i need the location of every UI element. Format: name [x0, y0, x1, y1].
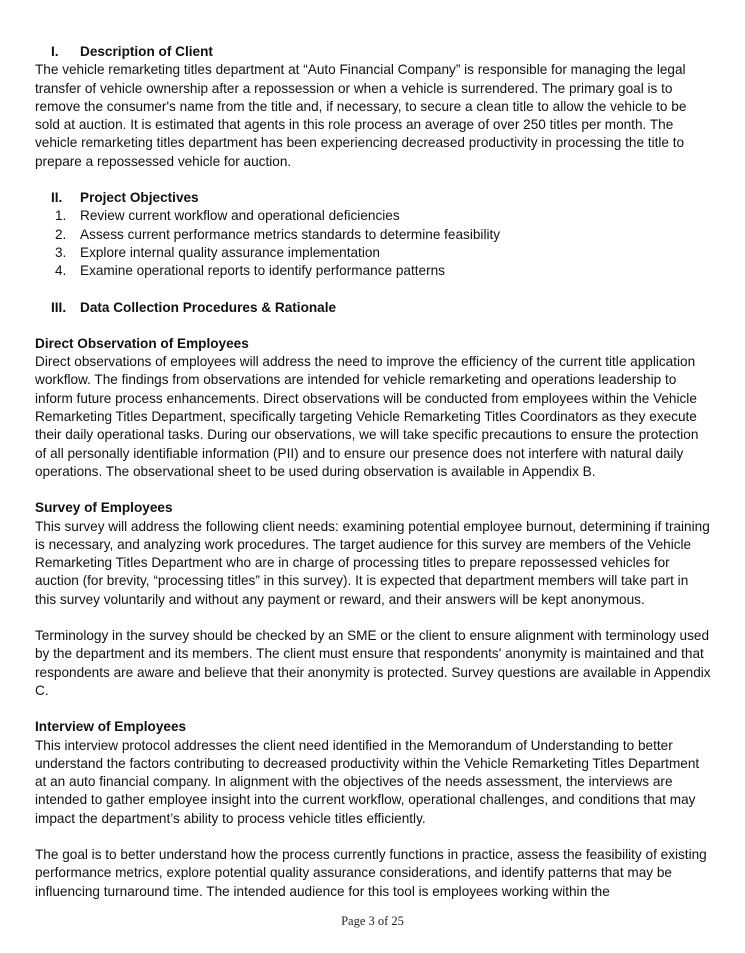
section-heading-project-objectives — [35, 189, 713, 207]
list-item — [35, 207, 713, 225]
section-number: I. — [51, 44, 59, 59]
list-item-text: Review current workflow and operational deficiencies — [80, 208, 400, 224]
section-title: Data Collection Procedures & Rationale — [80, 299, 337, 315]
section-heading-data-collection — [35, 299, 713, 317]
interview-heading: Interview of Employees — [35, 719, 187, 735]
objectives-list — [35, 207, 713, 280]
survey-paragraph-2: Terminology in the survey should be checked by an SME or the client to ensure alignment with terminology used by the department and its members. The client must ensure that respondents' anonymity is maintained and that respondents are aware and believe that their anonymity is protected. Survey questions are available in Appendix C. — [35, 628, 711, 698]
list-item-number: 3. — [55, 244, 67, 260]
list-item-text: Explore internal quality assurance implementation — [80, 244, 380, 260]
interview-paragraph-1: This interview protocol addresses the client need identified in the Memorandum of Understanding to better understand the factors contributing to decreased productivity within the Vehicle Remarketing Titles Department at an auto financial company. In alignment with the objectives of the needs assessment, the interviews are intended to gather employee insight into the current workflow, operational challenges, and conditions that may impact the department’s ability to process vehicle titles efficiently. — [35, 737, 700, 826]
section-number: II. — [51, 190, 63, 206]
section-number: III. — [51, 299, 67, 315]
survey-paragraph-1: This survey will address the following client needs: examining potential employee burnout, determining if training is necessary, and analyzing work procedures. The target audience for this survey are members of the Vehicle Remarketing Titles Department who are in charge of processing titles to prepare repossessed vehicles for auction (for brevity, “processing titles” in this survey). It is expected that department members will take part in this survey voluntarily and without any payment or reward, and their answers will be kept anonymous. — [35, 518, 710, 607]
list-item-text: Examine operational reports to identify performance patterns — [80, 263, 445, 279]
list-item — [35, 226, 713, 244]
observation-heading: Direct Observation of Employees — [35, 335, 249, 351]
observation-paragraph: Direct observations of employees will address the need to improve the efficiency of the current title application workflow. The findings from observations are intended for vehicle remarketing and operations leadership to inform future process enhancements. Direct observations will be conducted from employees within the Vehicle Remarketing Titles Department, specifically targeting Vehicle Remarketing Titles Coordinators as they execute their daily operational tasks. During our observations, we will take specific precautions to ensure the protection of all personally identifiable information (PII) and to ensure our presence does not interfere with natural daily operations. The observational sheet to be used during observation is available in Appendix B. — [35, 354, 699, 479]
list-item-number: 2. — [55, 226, 67, 242]
page-number-footer: Page 3 of 25 — [341, 914, 404, 928]
survey-heading: Survey of Employees — [35, 500, 173, 516]
list-item — [35, 262, 713, 280]
list-item-number: 4. — [55, 263, 67, 279]
section-heading-description-of-client — [35, 43, 713, 61]
list-item-text: Assess current performance metrics standards to determine feasibility — [80, 226, 501, 242]
section-title: Project Objectives — [80, 190, 199, 206]
interview-paragraph-2: The goal is to better understand how the process currently functions in practice, assess the feasibility of existing performance metrics, explore potential quality assurance considerations, and identify patterns that may be influencing turnaround time. The intended audience for this tool is employees working within the — [35, 846, 707, 899]
page-content — [35, 43, 713, 901]
section-title: Description of Client — [80, 44, 213, 59]
list-item-number: 1. — [55, 208, 67, 224]
list-item — [35, 244, 713, 262]
client-description-paragraph: The vehicle remarketing titles department at “Auto Financial Company” is responsible for managing the legal transfer of vehicle ownership after a repossession or when a vehicle is surrendered. The primary goal is to remove the consumer's name from the title and, if necessary, to secure a clean title to allow the vehicle to be sold at auction. It is estimated that agents in this role process an average of over 250 titles per month. The vehicle remarketing titles department has been experiencing decreased productivity in processing the title to prepare a repossessed vehicle for auction. — [35, 62, 687, 169]
